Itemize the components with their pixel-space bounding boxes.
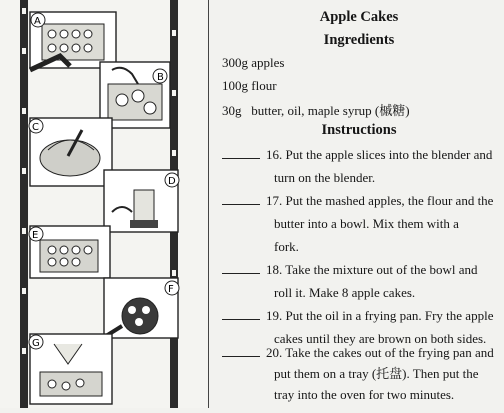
step-text: Put the apple slices into the blender and	[285, 147, 493, 162]
recipe-column	[218, 0, 500, 408]
ingredient-item: 30g butter, oil, maple syrup (槭糖)	[222, 103, 410, 118]
panel-a-label: A	[34, 16, 41, 27]
panel-d-image	[104, 170, 179, 232]
instruction-step-16	[222, 143, 498, 189]
step-text: Take the cakes out of the frying pan and	[285, 345, 494, 360]
illustration-panel	[0, 0, 208, 408]
instruction-step-17	[222, 189, 498, 258]
column-divider	[208, 0, 209, 408]
panel-b-label: B	[157, 72, 164, 83]
instruction-step-20	[222, 342, 498, 405]
answer-blank[interactable]	[222, 305, 260, 320]
panel-c-image	[29, 118, 112, 186]
panel-e-image	[29, 226, 110, 278]
panel-f-image	[104, 278, 179, 338]
panel-e-label: E	[32, 230, 39, 241]
cooking-steps-illustration	[0, 0, 208, 408]
film-strip-left	[20, 0, 28, 408]
recipe-title: Apple Cakes	[319, 9, 399, 25]
ingredient-item: 100g flour	[222, 78, 277, 93]
answer-blank[interactable]	[222, 259, 260, 274]
step-number: 19.	[266, 308, 283, 323]
answer-blank[interactable]	[222, 190, 260, 205]
panel-g-image	[29, 334, 112, 404]
step-text: butter into a bowl. Mix them with a	[274, 216, 459, 231]
step-number: 16.	[266, 147, 283, 162]
panel-g-label: G	[32, 338, 40, 349]
step-text: tray into the oven for two minutes.	[274, 387, 455, 402]
panel-f-label: F	[168, 284, 174, 295]
step-text: put them on a tray (托盘). Then put the	[274, 366, 479, 381]
instructions-heading: Instructions	[321, 122, 397, 138]
instruction-step-18	[222, 258, 498, 304]
answer-blank[interactable]	[222, 144, 260, 159]
step-text: Put the oil in a frying pan. Fry the apple	[285, 308, 494, 323]
step-number: 20.	[266, 345, 283, 360]
step-number: 17.	[266, 193, 283, 208]
step-text: Put the mashed apples, the flour and the	[285, 193, 494, 208]
step-text: fork.	[274, 239, 299, 254]
panel-c-label: C	[32, 122, 39, 133]
step-text: cakes until they are brown on both sides.	[274, 331, 487, 346]
step-number: 18.	[266, 262, 283, 277]
answer-blank[interactable]	[222, 342, 260, 357]
step-text: turn on the blender.	[274, 170, 376, 185]
ingredients-heading: Ingredients	[323, 32, 395, 48]
step-text: Take the mixture out of the bowl and	[285, 262, 478, 277]
panel-d-label: D	[168, 176, 176, 187]
ingredient-item: 300g apples	[222, 55, 285, 70]
step-text: roll it. Make 8 apple cakes.	[274, 285, 416, 300]
